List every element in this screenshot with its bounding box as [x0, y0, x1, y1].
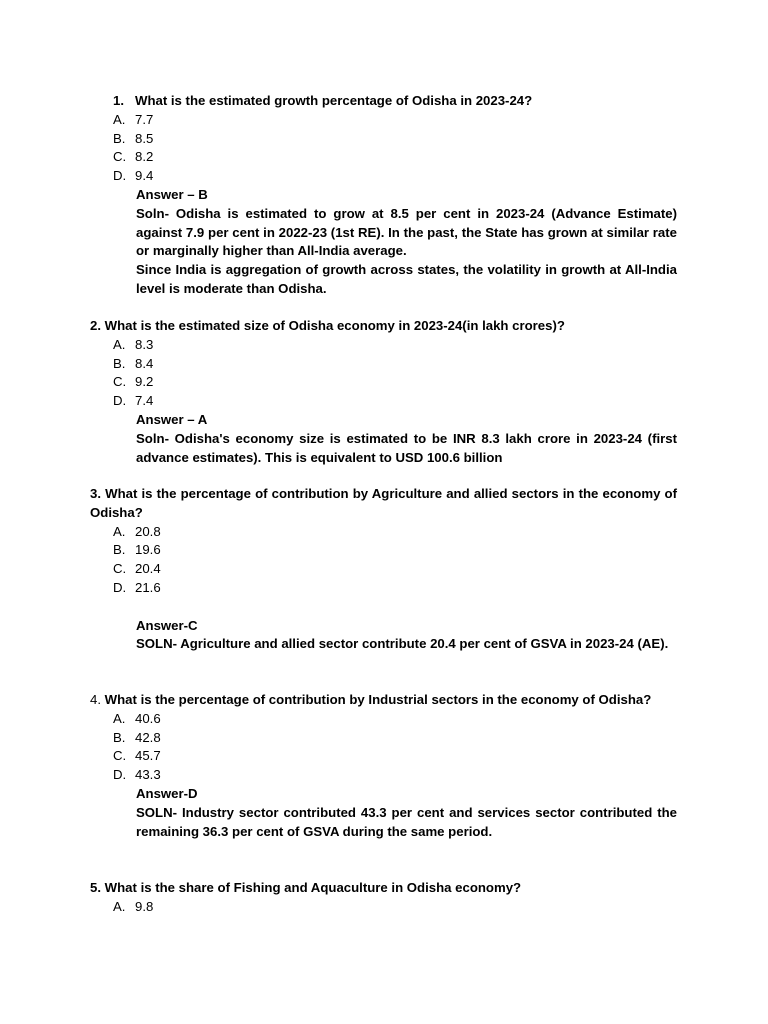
answer-label: Answer – A [136, 411, 208, 427]
option-letter: A. [113, 111, 126, 127]
option-d [90, 579, 677, 598]
option-letter: C. [113, 561, 127, 577]
option-letter: B. [113, 355, 126, 371]
option-value: 42.8 [135, 729, 161, 745]
option-a [90, 523, 677, 542]
option-value: 43.3 [135, 767, 161, 783]
question-4-title [90, 691, 677, 710]
solution-text: SOLN- Industry sector contributed 43.3 per cent and services sector contributed the remaining 36.3 per cent of GSVA during the same period. [136, 804, 677, 839]
option-letter: B. [113, 130, 126, 146]
option-value: 7.7 [135, 111, 154, 127]
option-letter: A. [113, 898, 126, 914]
question-text: What is the estimated growth percentage of Odisha in 2023-24? [135, 93, 533, 108]
option-value: 45.7 [135, 748, 161, 764]
option-a [90, 111, 677, 130]
question-2-title [90, 317, 677, 336]
option-a [90, 710, 677, 729]
question-text: What is the percentage of contribution by Industrial sectors in the economy of Odisha? [104, 692, 652, 707]
option-letter: B. [113, 729, 126, 745]
option-letter: D. [113, 168, 127, 184]
option-letter: C. [113, 149, 127, 165]
question-text: What is the percentage of contribution by Agriculture and allied sectors in the economy of Odisha? [90, 486, 677, 520]
option-letter: C. [113, 374, 127, 390]
option-letter: D. [113, 767, 127, 783]
option-letter: B. [113, 542, 126, 558]
question-text: What is the estimated size of Odisha economy in 2023-24(in lakh crores)? [104, 318, 565, 333]
option-c [90, 148, 677, 167]
question-number: 5. [90, 880, 101, 895]
question-1-title [90, 92, 677, 111]
question-text: What is the share of Fishing and Aquaculture in Odisha economy? [104, 880, 522, 895]
option-b [90, 729, 677, 748]
question-3-title [90, 485, 677, 523]
solution-text: SOLN- Agriculture and allied sector contribute 20.4 per cent of GSVA in 2023-24 (AE). [136, 636, 669, 652]
option-c [90, 373, 677, 392]
option-c [90, 560, 677, 579]
option-value: 8.3 [135, 336, 154, 352]
option-d [90, 167, 677, 186]
option-value: 8.4 [135, 355, 154, 371]
option-value: 9.8 [135, 898, 154, 914]
option-c [90, 747, 677, 766]
option-a [90, 336, 677, 355]
option-letter: A. [113, 710, 126, 726]
option-value: 9.2 [135, 374, 154, 390]
question-number: 3. [90, 486, 101, 501]
option-letter: D. [113, 393, 127, 409]
question-5 [90, 879, 677, 917]
option-value: 21.6 [135, 579, 161, 595]
spacer [90, 598, 677, 617]
option-value: 40.6 [135, 710, 161, 726]
option-letter: C. [113, 748, 127, 764]
option-value: 8.2 [135, 149, 154, 165]
answer-label: Answer-D [136, 785, 198, 801]
question-number: 1. [113, 93, 124, 108]
option-a [90, 898, 677, 917]
option-letter: A. [113, 336, 126, 352]
question-number: 4. [90, 692, 101, 707]
question-3 [90, 485, 677, 654]
option-d [90, 766, 677, 785]
question-5-title [90, 879, 677, 898]
option-d [90, 392, 677, 411]
option-value: 8.5 [135, 130, 154, 146]
option-letter: A. [113, 523, 126, 539]
option-value: 20.8 [135, 523, 161, 539]
option-value: 7.4 [135, 393, 154, 409]
option-value: 9.4 [135, 168, 154, 184]
question-2 [90, 317, 677, 467]
option-b [90, 130, 677, 149]
option-value: 20.4 [135, 561, 161, 577]
solution-text: Soln- Odisha is estimated to grow at 8.5 per cent in 2023-24 (Advance Estimate) against 7.9 per cent in 2022-23 (1st RE). In the past, the State has grown at similar rate or marginally higher than All-India average. [136, 205, 677, 259]
question-1 [90, 92, 677, 299]
option-b [90, 355, 677, 374]
question-number: 2. [90, 318, 101, 333]
option-b [90, 541, 677, 560]
solution-text: Since India is aggregation of growth across states, the volatility in growth at All-India level is moderate than Odisha. [136, 262, 677, 296]
answer-label: Answer – B [136, 186, 208, 202]
solution-text: Soln- Odisha's economy size is estimated to be INR 8.3 lakh crore in 2023-24 (first advance estimates). This is equivalent to USD 100.6 billion [136, 430, 677, 465]
option-letter: D. [113, 579, 127, 595]
option-value: 19.6 [135, 542, 161, 558]
answer-label: Answer-C [136, 617, 198, 633]
question-4 [90, 691, 677, 841]
